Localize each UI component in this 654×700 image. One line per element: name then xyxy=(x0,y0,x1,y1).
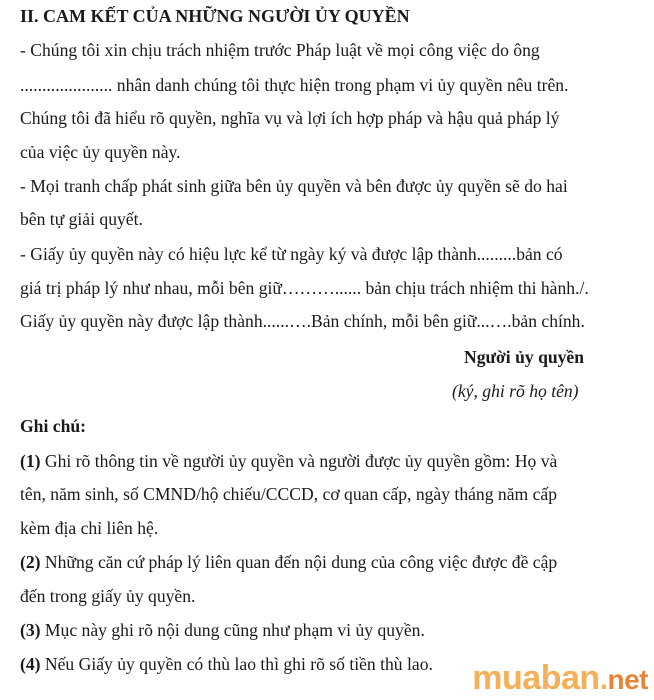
commitment-line: bên tự giải quyết. xyxy=(20,209,143,229)
notes-heading: Ghi chú: xyxy=(20,416,86,436)
commitment-line: giá trị pháp lý như nhau, mỗi bên giữ………...... bản chịu trách nhiệm thi hành./. xyxy=(20,278,589,298)
note-marker: (2) xyxy=(20,552,41,572)
watermark-tld: net xyxy=(607,664,648,695)
note-line xyxy=(20,618,425,642)
note-line xyxy=(20,516,158,540)
commitment-line: Giấy ủy quyền này được lập thành......….Bản chính, mỗi bên giữ...….bản chính. xyxy=(20,311,585,331)
note-line xyxy=(20,652,433,676)
note-text: Mục này ghi rõ nội dung cũng như phạm vi ủy quyền. xyxy=(40,620,425,640)
commitment-line: - Mọi tranh chấp phát sinh giữa bên ủy quyền và bên được ủy quyền sẽ do hai xyxy=(20,176,568,196)
commitment-line: - Giấy ủy quyền này có hiệu lực kể từ ngày ký và được lập thành.........bản có xyxy=(20,244,563,264)
commitment-line: Chúng tôi đã hiểu rõ quyền, nghĩa vụ và lợi ích hợp pháp và hậu quả pháp lý xyxy=(20,108,560,128)
note-line xyxy=(20,584,195,608)
commitment-line: ..................... nhân danh chúng tôi thực hiện trong phạm vi ủy quyền nêu trên. xyxy=(20,75,569,95)
note-text: đến trong giấy ủy quyền. xyxy=(20,586,196,606)
watermark-brand: muaban xyxy=(472,659,600,697)
section-title: II. CAM KẾT CỦA NHỮNG NGƯỜI ỦY QUYỀN xyxy=(20,6,410,26)
note-marker: (4) xyxy=(20,654,41,674)
note-text: kèm địa chỉ liên hệ. xyxy=(20,518,159,538)
commitment-line: của việc ủy quyền này. xyxy=(20,142,181,162)
note-text: Nếu Giấy ủy quyền có thù lao thì ghi rõ số tiền thù lao. xyxy=(40,654,433,674)
commitment-line: - Chúng tôi xin chịu trách nhiệm trước Pháp luật về mọi công việc do ông xyxy=(20,40,540,60)
note-marker: (1) xyxy=(20,451,41,471)
note-marker: (3) xyxy=(20,620,41,640)
note-text: Những căn cứ pháp lý liên quan đến nội dung của công việc được đề cập xyxy=(40,552,558,572)
signature-note: (ký, ghi rõ họ tên) xyxy=(452,381,579,401)
watermark-dot: . xyxy=(599,663,608,696)
note-line xyxy=(20,449,557,473)
note-text: tên, năm sinh, số CMND/hộ chiếu/CCCD, cơ quan cấp, ngày tháng năm cấp xyxy=(20,484,558,504)
muaban-watermark-logo xyxy=(472,659,648,698)
note-line xyxy=(20,482,557,506)
signature-title: Người ủy quyền xyxy=(464,347,585,367)
note-text: Ghi rõ thông tin về người ủy quyền và người được ủy quyền gồm: Họ và xyxy=(40,451,558,471)
note-line xyxy=(20,550,557,574)
